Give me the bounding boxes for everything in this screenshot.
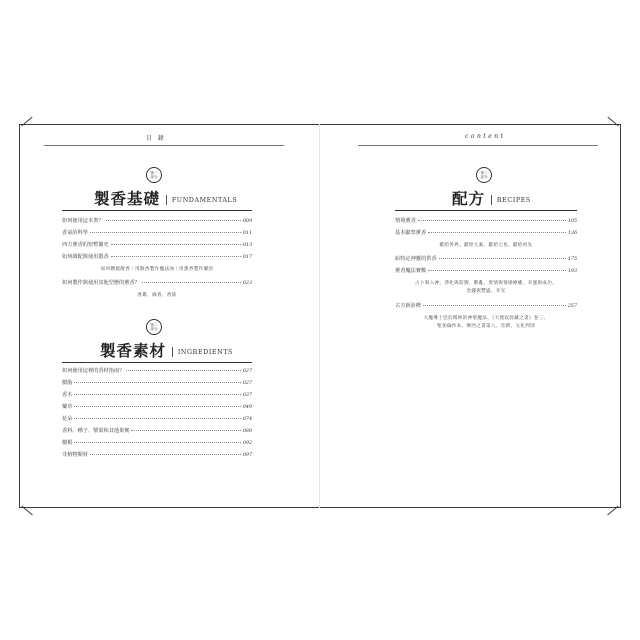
toc-entry[interactable] bbox=[62, 451, 252, 458]
entry-label: 如何調配與使用散香 bbox=[62, 254, 109, 260]
toc-entry[interactable] bbox=[62, 229, 252, 236]
entry-page: 080 bbox=[242, 429, 252, 434]
entry-label: 樹脂 bbox=[62, 380, 73, 386]
entry-subtopics: 占卜與入神、淨化與防禦、動亂、愛情與情感療癒、幸運與成功、 bbox=[415, 281, 557, 286]
entry-subtopics: 大魔導士亞伯瑪林的神聖魔法、《天使奴役藏之書》卷三、 bbox=[423, 316, 549, 321]
entry-page: 175 bbox=[567, 257, 577, 262]
entry-page: 011 bbox=[242, 231, 252, 236]
leader-dots bbox=[428, 270, 566, 271]
leader-dots bbox=[106, 220, 241, 221]
toc-entry[interactable] bbox=[62, 367, 252, 374]
toc-entry[interactable] bbox=[62, 391, 252, 398]
leader-dots bbox=[74, 406, 240, 407]
leader-dots bbox=[439, 258, 566, 259]
entry-label: 如何使用這裡的香材指南？ bbox=[62, 368, 125, 374]
entry-page: 037 bbox=[242, 393, 252, 398]
content-heading: content bbox=[465, 133, 506, 140]
entry-page: 257 bbox=[567, 304, 577, 309]
leader-dots bbox=[90, 232, 241, 233]
part1-title bbox=[94, 191, 237, 207]
entry-label: 香木 bbox=[62, 392, 73, 398]
badge-text: 第一 bbox=[150, 171, 158, 175]
leader-dots bbox=[428, 232, 566, 233]
toc-entry[interactable] bbox=[62, 217, 252, 224]
entry-label: 西方薰香的短暫簡史 bbox=[62, 242, 109, 248]
leader-dots bbox=[423, 305, 566, 306]
part-title-zh: 製香基礎 bbox=[94, 189, 161, 208]
toc-entry[interactable] bbox=[62, 253, 252, 260]
entry-page: 136 bbox=[567, 231, 577, 236]
entry-label: 樹根 bbox=[62, 440, 73, 446]
badge-text: 部分 bbox=[480, 175, 488, 180]
part2-title bbox=[100, 343, 233, 359]
toc-entry[interactable] bbox=[62, 403, 252, 410]
badge-text: 部分 bbox=[150, 327, 158, 332]
entry-page: 074 bbox=[242, 417, 252, 422]
entry-subtopics: 香錐、線香、香箭 bbox=[137, 293, 177, 298]
entry-page: 097 bbox=[242, 453, 252, 458]
entry-label: 情境薰香 bbox=[395, 218, 416, 224]
toc-entry[interactable] bbox=[62, 415, 252, 422]
part-title-en: FUNDAMENTALS bbox=[171, 197, 238, 204]
entry-label: 非植物類材 bbox=[62, 452, 88, 458]
toc-entry[interactable] bbox=[395, 267, 577, 274]
part-title-en: RECIPES bbox=[496, 197, 531, 204]
entry-page: 017 bbox=[242, 255, 252, 260]
leader-dots bbox=[111, 256, 241, 257]
leader-dots bbox=[131, 430, 240, 431]
entry-page: 013 bbox=[242, 243, 252, 248]
entry-label: 如何使用這本書？ bbox=[62, 218, 104, 224]
leader-dots bbox=[74, 418, 240, 419]
entry-subtopics: 聖加倫抄本、摩西之書第八、奇蹟、文化判別 bbox=[437, 324, 535, 329]
toc-entry[interactable] bbox=[62, 379, 252, 386]
leader-dots bbox=[418, 220, 566, 221]
toc-entry[interactable] bbox=[395, 217, 577, 224]
toc-entry[interactable] bbox=[62, 439, 252, 446]
entry-label: 給特定神靈的供香 bbox=[395, 256, 437, 262]
badge-text: 部分 bbox=[150, 175, 158, 180]
leader-dots bbox=[111, 244, 241, 245]
toc-entry[interactable] bbox=[395, 302, 577, 309]
title-rule bbox=[62, 210, 252, 211]
entry-label: 如何製作與使用其他型態的薰香？ bbox=[62, 280, 140, 286]
part-title-zh: 製香素材 bbox=[100, 341, 167, 360]
entry-label: 香料、種子、漿果和其他果實 bbox=[62, 428, 130, 434]
entry-page: 105 bbox=[567, 219, 577, 224]
leader-dots bbox=[90, 454, 241, 455]
title-rule bbox=[62, 362, 252, 363]
entry-page: 027 bbox=[242, 381, 252, 386]
part-title-en: INGREDIENTS bbox=[177, 349, 233, 356]
entry-label: 花朵 bbox=[62, 416, 73, 422]
title-rule bbox=[395, 210, 577, 211]
leader-dots bbox=[142, 282, 241, 283]
title-separator bbox=[166, 195, 167, 205]
toc-entry[interactable] bbox=[395, 229, 577, 236]
part3-title bbox=[452, 191, 531, 207]
entry-page: 027 bbox=[242, 369, 252, 374]
entry-subtopics: 金錢與豐盛、幸光 bbox=[466, 289, 506, 294]
title-separator bbox=[491, 195, 492, 205]
entry-page: 023 bbox=[242, 281, 252, 286]
leader-dots bbox=[74, 394, 240, 395]
entry-page: 009 bbox=[242, 219, 252, 224]
entry-label: 薰香魔法實戰 bbox=[395, 268, 427, 274]
title-separator bbox=[172, 347, 173, 357]
entry-label: 古方新詮釋 bbox=[395, 303, 421, 309]
entry-subtopics: 如何燃燒散香｜用散香製作魔法油｜用薰香製作藥浴 bbox=[100, 267, 214, 272]
part-badge bbox=[146, 167, 162, 183]
badge-text: 第三 bbox=[480, 171, 488, 175]
entry-label: 藥草 bbox=[62, 404, 73, 410]
toc-entry[interactable] bbox=[395, 255, 577, 262]
entry-page: 049 bbox=[242, 405, 252, 410]
entry-label: 基本獻祭薰香 bbox=[395, 230, 427, 236]
toc-entry[interactable] bbox=[62, 241, 252, 248]
book-spine bbox=[319, 124, 320, 508]
toc-entry[interactable] bbox=[62, 279, 252, 286]
part-title-zh: 配方 bbox=[452, 189, 486, 208]
part-badge bbox=[146, 319, 162, 335]
leader-dots bbox=[126, 370, 241, 371]
part-badge bbox=[476, 167, 492, 183]
entry-page: 193 bbox=[567, 269, 577, 274]
entry-page: 092 bbox=[242, 441, 252, 446]
toc-heading: 目 錄 bbox=[146, 135, 166, 142]
toc-entry[interactable] bbox=[62, 427, 252, 434]
badge-text: 第二 bbox=[150, 323, 158, 327]
leader-dots bbox=[74, 442, 240, 443]
leader-dots bbox=[74, 382, 240, 383]
entry-subtopics: 獻給各界、獻給元素、獻給七星、獻給祖先 bbox=[439, 243, 533, 248]
entry-label: 香氣的科學 bbox=[62, 230, 88, 236]
